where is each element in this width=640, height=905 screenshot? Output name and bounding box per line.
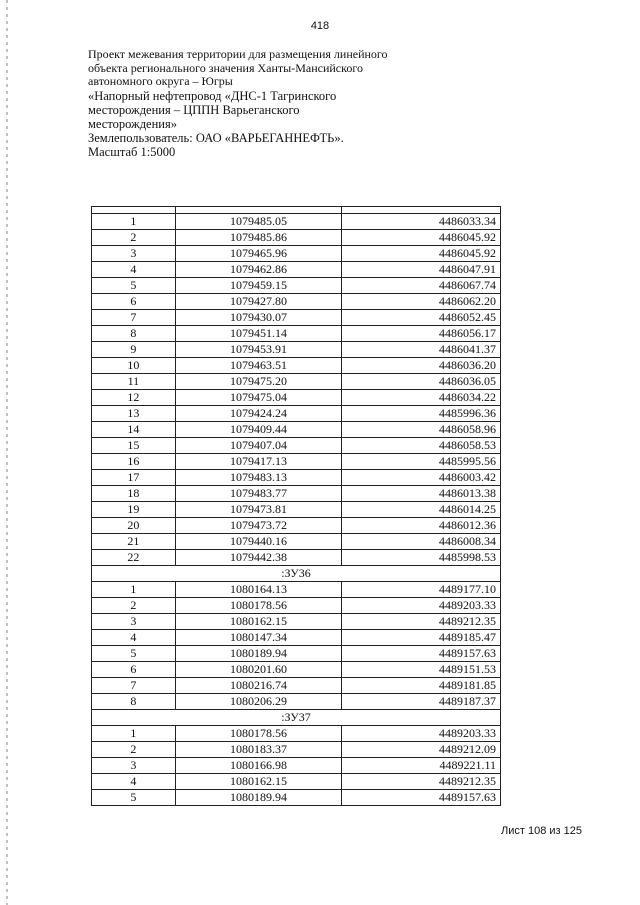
y-coordinate-cell: 4486013.38: [342, 486, 501, 502]
table-row: [92, 310, 501, 326]
point-number-cell: 22: [92, 550, 176, 566]
section-header-row: [92, 710, 501, 726]
x-coordinate-cell: 1079427.80: [175, 294, 342, 310]
sheet-counter: Лист 108 из 125: [501, 825, 582, 837]
point-number-cell: 5: [92, 646, 176, 662]
point-number-cell: 3: [92, 246, 176, 262]
point-number-cell: 12: [92, 390, 176, 406]
table-row: [92, 790, 501, 806]
point-number-cell: 5: [92, 790, 176, 806]
table-row: [92, 422, 501, 438]
table-row: [92, 758, 501, 774]
table-row: [92, 694, 501, 710]
scan-edge-mark: [6, 0, 8, 905]
point-number-cell: 3: [92, 614, 176, 630]
x-coordinate-cell: 1079424.24: [175, 406, 342, 422]
table-cell: [92, 207, 176, 214]
x-coordinate-cell: 1079451.14: [175, 326, 342, 342]
x-coordinate-cell: 1079453.91: [175, 342, 342, 358]
y-coordinate-cell: 4489203.33: [342, 726, 501, 742]
point-number-cell: 8: [92, 694, 176, 710]
y-coordinate-cell: 4486033.34: [342, 214, 501, 230]
header-line: месторождения»: [88, 116, 177, 131]
y-coordinate-cell: 4486012.36: [342, 518, 501, 534]
table-row: [92, 230, 501, 246]
point-number-cell: 13: [92, 406, 176, 422]
table-row: [92, 294, 501, 310]
point-number-cell: 18: [92, 486, 176, 502]
header-line: автономного округа – Югры: [88, 74, 233, 88]
table-row: [92, 742, 501, 758]
y-coordinate-cell: 4486014.25: [342, 502, 501, 518]
y-coordinate-cell: 4486034.22: [342, 390, 501, 406]
x-coordinate-cell: 1079462.86: [175, 262, 342, 278]
point-number-cell: 16: [92, 454, 176, 470]
point-number-cell: 6: [92, 294, 176, 310]
y-coordinate-cell: 4489221.11: [342, 758, 501, 774]
document-header: [88, 48, 418, 159]
y-coordinate-cell: 4486008.34: [342, 534, 501, 550]
table-row: [92, 390, 501, 406]
header-line: Проект межевания территории для размещения линейного: [88, 47, 388, 61]
table-row: [92, 598, 501, 614]
y-coordinate-cell: 4486045.92: [342, 246, 501, 262]
header-line: месторождения – ЦППН Варьеганского: [88, 102, 300, 117]
section-header-row: [92, 566, 501, 582]
point-number-cell: 5: [92, 278, 176, 294]
section-title: :ЗУ36: [92, 566, 501, 582]
table-row: [92, 342, 501, 358]
y-coordinate-cell: 4486067.74: [342, 278, 501, 294]
y-coordinate-cell: 4485996.36: [342, 406, 501, 422]
y-coordinate-cell: 4489212.09: [342, 742, 501, 758]
point-number-cell: 8: [92, 326, 176, 342]
x-coordinate-cell: 1079475.04: [175, 390, 342, 406]
point-number-cell: 7: [92, 678, 176, 694]
table-row: [92, 358, 501, 374]
y-coordinate-cell: 4489177.10: [342, 582, 501, 598]
point-number-cell: 15: [92, 438, 176, 454]
x-coordinate-cell: 1080216.74: [175, 678, 342, 694]
y-coordinate-cell: 4489187.37: [342, 694, 501, 710]
x-coordinate-cell: 1079407.04: [175, 438, 342, 454]
y-coordinate-cell: 4486041.37: [342, 342, 501, 358]
table-cell: [342, 207, 501, 214]
y-coordinate-cell: 4486047.91: [342, 262, 501, 278]
y-coordinate-cell: 4489151.53: [342, 662, 501, 678]
x-coordinate-cell: 1080189.94: [175, 790, 342, 806]
y-coordinate-cell: 4486036.05: [342, 374, 501, 390]
point-number-cell: 1: [92, 214, 176, 230]
header-line: «Напорный нефтепровод «ДНС-1 Тагринского: [88, 88, 337, 103]
point-number-cell: 14: [92, 422, 176, 438]
x-coordinate-cell: 1079485.05: [175, 214, 342, 230]
y-coordinate-cell: 4486056.17: [342, 326, 501, 342]
point-number-cell: 1: [92, 582, 176, 598]
table-row: [92, 406, 501, 422]
point-number-cell: 21: [92, 534, 176, 550]
point-number-cell: 4: [92, 774, 176, 790]
table-row: [92, 534, 501, 550]
table-row: [92, 438, 501, 454]
table-row: [92, 246, 501, 262]
x-coordinate-cell: 1079473.81: [175, 502, 342, 518]
coordinates-table-body: [92, 207, 501, 806]
y-coordinate-cell: 4485995.56: [342, 454, 501, 470]
x-coordinate-cell: 1079417.13: [175, 454, 342, 470]
point-number-cell: 10: [92, 358, 176, 374]
table-row: [92, 374, 501, 390]
table-row: [92, 262, 501, 278]
point-number-cell: 11: [92, 374, 176, 390]
y-coordinate-cell: 4489157.63: [342, 790, 501, 806]
x-coordinate-cell: 1079483.77: [175, 486, 342, 502]
section-title: :ЗУ37: [92, 710, 501, 726]
table-row: [92, 278, 501, 294]
x-coordinate-cell: 1079459.15: [175, 278, 342, 294]
x-coordinate-cell: 1079475.20: [175, 374, 342, 390]
header-line: Масштаб 1:5000: [88, 144, 176, 159]
x-coordinate-cell: 1080189.94: [175, 646, 342, 662]
header-line: объекта регионального значения Ханты-Мансийского: [88, 60, 363, 75]
y-coordinate-cell: 4489212.35: [342, 614, 501, 630]
table-row: [92, 486, 501, 502]
x-coordinate-cell: 1080201.60: [175, 662, 342, 678]
x-coordinate-cell: 1079409.44: [175, 422, 342, 438]
point-number-cell: 1: [92, 726, 176, 742]
point-number-cell: 2: [92, 742, 176, 758]
y-coordinate-cell: 4486062.20: [342, 294, 501, 310]
table-row: [92, 646, 501, 662]
x-coordinate-cell: 1079473.72: [175, 518, 342, 534]
point-number-cell: 17: [92, 470, 176, 486]
page-number: 418: [310, 20, 330, 32]
y-coordinate-cell: 4486058.96: [342, 422, 501, 438]
header-line: Землепользователь: ОАО «ВАРЬЕГАННЕФТЬ».: [88, 130, 344, 145]
point-number-cell: 19: [92, 502, 176, 518]
y-coordinate-cell: 4489212.35: [342, 774, 501, 790]
x-coordinate-cell: 1080178.56: [175, 726, 342, 742]
table-row: [92, 326, 501, 342]
table-row: [92, 502, 501, 518]
table-spacer-row: [92, 207, 501, 214]
point-number-cell: 4: [92, 262, 176, 278]
table-row: [92, 550, 501, 566]
table-row: [92, 470, 501, 486]
table-cell: [175, 207, 342, 214]
table-row: [92, 454, 501, 470]
x-coordinate-cell: 1080166.98: [175, 758, 342, 774]
point-number-cell: 4: [92, 630, 176, 646]
y-coordinate-cell: 4489181.85: [342, 678, 501, 694]
point-number-cell: 2: [92, 230, 176, 246]
x-coordinate-cell: 1079463.51: [175, 358, 342, 374]
y-coordinate-cell: 4486052.45: [342, 310, 501, 326]
coordinates-table: [91, 206, 501, 806]
y-coordinate-cell: 4486003.42: [342, 470, 501, 486]
point-number-cell: 6: [92, 662, 176, 678]
table-row: [92, 614, 501, 630]
y-coordinate-cell: 4485998.53: [342, 550, 501, 566]
x-coordinate-cell: 1080147.34: [175, 630, 342, 646]
x-coordinate-cell: 1080162.15: [175, 614, 342, 630]
table-row: [92, 678, 501, 694]
y-coordinate-cell: 4486036.20: [342, 358, 501, 374]
x-coordinate-cell: 1079430.07: [175, 310, 342, 326]
x-coordinate-cell: 1080206.29: [175, 694, 342, 710]
x-coordinate-cell: 1079440.16: [175, 534, 342, 550]
table-row: [92, 518, 501, 534]
table-row: [92, 726, 501, 742]
y-coordinate-cell: 4489157.63: [342, 646, 501, 662]
y-coordinate-cell: 4489185.47: [342, 630, 501, 646]
y-coordinate-cell: 4489203.33: [342, 598, 501, 614]
table-row: [92, 774, 501, 790]
point-number-cell: 3: [92, 758, 176, 774]
x-coordinate-cell: 1080178.56: [175, 598, 342, 614]
table-row: [92, 582, 501, 598]
x-coordinate-cell: 1080164.13: [175, 582, 342, 598]
x-coordinate-cell: 1079465.96: [175, 246, 342, 262]
table-row: [92, 630, 501, 646]
point-number-cell: 7: [92, 310, 176, 326]
table-row: [92, 662, 501, 678]
table-row: [92, 214, 501, 230]
x-coordinate-cell: 1080162.15: [175, 774, 342, 790]
y-coordinate-cell: 4486045.92: [342, 230, 501, 246]
x-coordinate-cell: 1079485.86: [175, 230, 342, 246]
point-number-cell: 9: [92, 342, 176, 358]
x-coordinate-cell: 1079483.13: [175, 470, 342, 486]
point-number-cell: 2: [92, 598, 176, 614]
x-coordinate-cell: 1080183.37: [175, 742, 342, 758]
x-coordinate-cell: 1079442.38: [175, 550, 342, 566]
point-number-cell: 20: [92, 518, 176, 534]
y-coordinate-cell: 4486058.53: [342, 438, 501, 454]
